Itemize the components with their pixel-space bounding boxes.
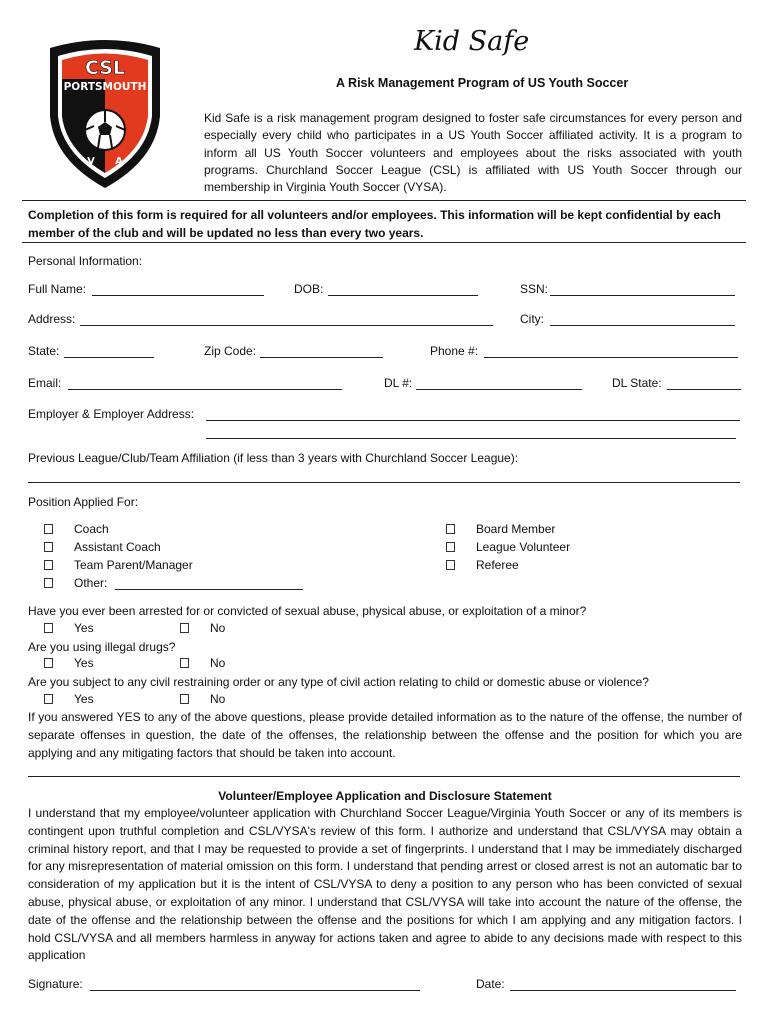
csl-portsmouth-logo — [44, 38, 166, 190]
state-label: State: — [28, 344, 60, 358]
dob-label: DOB: — [294, 282, 324, 296]
question-arrested: Have you ever been arrested for or convicted of sexual abuse, physical abuse, or exploitation of a minor? — [28, 604, 587, 618]
page-subtitle: A Risk Management Program of US Youth Soccer — [336, 76, 629, 90]
address-label: Address: — [28, 312, 76, 326]
dl-state-label: DL State: — [612, 376, 662, 390]
logo-portsmouth-text: PORTSMOUTH — [63, 81, 147, 93]
signature-field[interactable] — [90, 990, 420, 991]
personal-info-heading: Personal Information: — [28, 254, 143, 268]
checkbox-icon[interactable] — [44, 658, 53, 668]
position-option-coach[interactable]: Coach — [44, 523, 53, 537]
phone-field[interactable] — [484, 357, 738, 358]
explanation-instructions: If you answered YES to any of the above questions, please provide detailed information as to the nature of the offense, the number of separate offenses in question, the date of the offenses, the relationship between the offense and the position for which you are applying and any mitigating factors that should be taken into account. — [28, 710, 742, 760]
position-heading: Position Applied For: — [28, 495, 139, 509]
city-label: City: — [520, 312, 544, 326]
position-option-referee[interactable]: Referee — [446, 559, 455, 573]
dl-number-field[interactable] — [416, 389, 582, 390]
answer-no-restraining[interactable]: No — [180, 693, 189, 707]
employer-label: Employer & Employer Address: — [28, 407, 195, 421]
requirement-notice: Completion of this form is required for all volunteers and/or employees. This information will be kept confidential by each member of the club and will be updated no less than every two years. — [28, 208, 721, 240]
dl-number-label: DL #: — [384, 376, 413, 390]
checkbox-icon[interactable] — [180, 694, 189, 704]
answer-yes-drugs[interactable]: Yes — [44, 657, 53, 671]
checkbox-icon[interactable] — [44, 542, 53, 552]
logo-v-text: V — [87, 156, 95, 167]
previous-affiliation-field[interactable] — [28, 482, 740, 483]
previous-affiliation-label: Previous League/Club/Team Affiliation (if less than 3 years with Churchland Soccer League): — [28, 451, 519, 465]
explanation-field[interactable] — [28, 776, 740, 777]
checkbox-icon[interactable] — [180, 658, 189, 668]
checkbox-icon[interactable] — [446, 524, 455, 534]
answer-no-drugs[interactable]: No — [180, 657, 189, 671]
state-field[interactable] — [64, 357, 154, 358]
answer-yes-arrested[interactable]: Yes — [44, 622, 53, 636]
intro-paragraph: Kid Safe is a risk management program designed to foster safe circumstances for every person and especially every child who participates in a US Youth Soccer affiliated activity. It is a program to inform all US Youth Soccer volunteers and employees about the risks associated with youth programs. Churchland Soccer League (CSL) is affiliated with US Youth Soccer through our membership in Virginia Youth Soccer (VYSA). — [204, 111, 742, 195]
phone-label: Phone #: — [430, 344, 479, 358]
divider — [22, 200, 746, 201]
email-field[interactable] — [68, 389, 342, 390]
divider — [22, 242, 746, 243]
shield-logo-icon — [44, 38, 166, 190]
position-option-team-parent[interactable]: Team Parent/Manager — [44, 559, 53, 573]
email-label: Email: — [28, 376, 62, 390]
answer-yes-restraining[interactable]: Yes — [44, 693, 53, 707]
zip-label: Zip Code: — [204, 344, 257, 358]
ssn-field[interactable] — [550, 295, 735, 296]
full-name-label: Full Name: — [28, 282, 87, 296]
checkbox-icon[interactable] — [44, 560, 53, 570]
zip-field[interactable] — [260, 357, 383, 358]
employer-field-line-2[interactable] — [206, 438, 736, 439]
city-field[interactable] — [550, 325, 735, 326]
checkbox-icon[interactable] — [44, 694, 53, 704]
checkbox-icon[interactable] — [446, 542, 455, 552]
answer-no-arrested[interactable]: No — [180, 622, 189, 636]
employer-field-line-1[interactable] — [206, 420, 740, 421]
dl-state-field[interactable] — [667, 389, 741, 390]
signature-label: Signature: — [28, 977, 83, 991]
date-label: Date: — [476, 977, 505, 991]
ssn-label: SSN: — [520, 282, 549, 296]
statement-heading: Volunteer/Employee Application and Disclosure Statement — [218, 789, 552, 803]
logo-csl-text: CSL — [84, 57, 126, 79]
position-option-assistant-coach[interactable]: Assistant Coach — [44, 541, 53, 555]
position-option-other[interactable]: Other: — [44, 577, 53, 591]
full-name-field[interactable] — [92, 295, 264, 296]
checkbox-icon[interactable] — [44, 623, 53, 633]
checkbox-icon[interactable] — [44, 524, 53, 534]
checkbox-icon[interactable] — [44, 578, 53, 588]
checkbox-icon[interactable] — [180, 623, 189, 633]
position-option-board-member[interactable]: Board Member — [446, 523, 455, 537]
statement-body: I understand that my employee/volunteer application with Churchland Soccer League/Virginia Youth Soccer or any of its members is contingent upon truthful completion and CSL/VYSA's review of this form. I authorize and understand that CSL/VYSA may obtain a criminal history report, and that I may be requested to provide a set of fingerprints. I understand that I may be immediately discharged for any misrepresentation of material omission on this form. I understand that pending arrest or closed arrest is not an automatic bar to consideration of my application but it is the intent of CSL/VYSA to deny a position to any person who has been convicted of sexual abuse, physical abuse, or exploitation of any minor. I understand that CSL/VYSA will take into account the nature of the offense, the date of the offense and the relationship between the offense and the positions for which I am applying and any mitigation factors. I hold CSL/VYSA and all members harmless in anyway for actions taken and agree to abide to any decisions made with respect to this application — [28, 806, 742, 963]
date-field[interactable] — [510, 990, 736, 991]
question-drugs: Are you using illegal drugs? — [28, 640, 176, 654]
address-field[interactable] — [80, 325, 493, 326]
logo-a-text: A — [115, 156, 123, 167]
page-title: Kid Safe — [414, 26, 530, 57]
checkbox-icon[interactable] — [446, 560, 455, 570]
position-option-league-volunteer[interactable]: League Volunteer — [446, 541, 455, 555]
other-position-field[interactable] — [115, 589, 303, 590]
question-restraining-order: Are you subject to any civil restraining order or any type of civil action relating to child or domestic abuse or violence? — [28, 675, 649, 689]
dob-field[interactable] — [328, 295, 478, 296]
